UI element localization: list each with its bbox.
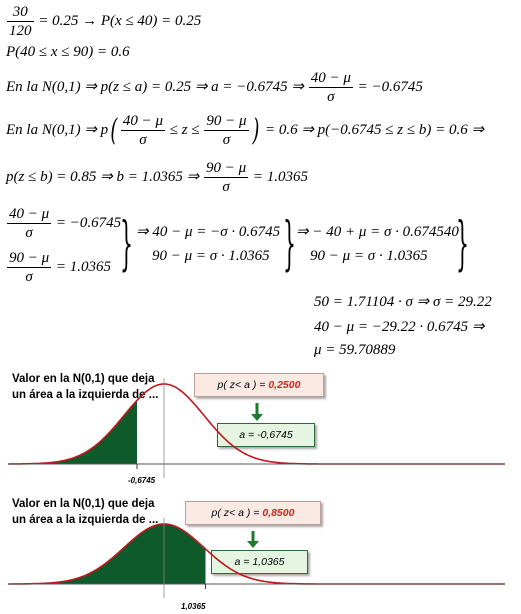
equation-text: = 0.25 → P(x ≤ 40) = 0.25 [34, 12, 202, 29]
equation-line-3 [6, 70, 423, 105]
fraction-numerator: 90 − μ [9, 250, 50, 266]
result-line-1: 50 = 1.71104 · σ ⇒ σ = 29.22 [314, 294, 492, 310]
caption-line: un área a la izquierda de ... [12, 389, 159, 401]
result-value: 1,0365 [252, 556, 285, 568]
fraction-denominator: σ [25, 225, 33, 241]
fraction-denominator: σ [222, 179, 230, 195]
system-eq-2 [6, 250, 111, 285]
fraction [7, 206, 51, 241]
arrow-head-icon [251, 414, 263, 421]
probability-label: p( z< a ) = [217, 379, 266, 391]
equation-line-1 [6, 4, 201, 39]
system-b-eq-2: 90 − μ = σ · 1.0365 [152, 248, 270, 264]
result-label: a = [234, 556, 250, 568]
fraction-numerator: 30 [7, 4, 34, 22]
equation-text: = 1.0365 [249, 168, 308, 185]
caption-line: un área a la izquierda de ... [12, 514, 159, 526]
fraction-numerator: 40 − μ [122, 113, 164, 129]
system-b-eq-1: ⇒ 40 − μ = −σ · 0.6745 [136, 224, 281, 240]
fraction-denominator: 120 [9, 23, 32, 39]
fraction [204, 160, 248, 195]
fraction-numerator: 40 − μ [9, 206, 50, 222]
fraction-numerator: 40 − μ [310, 70, 351, 86]
probability-value: 0,8500 [262, 507, 295, 519]
equation-text: = −0.6745 [52, 214, 122, 231]
result-label: a = [239, 429, 255, 441]
equation-text: = −0.6745 [353, 78, 423, 95]
fraction [204, 113, 248, 148]
panel-2-normal-curve [0, 484, 521, 614]
fraction-denominator: σ [139, 132, 147, 148]
result-value: -0,6745 [257, 429, 293, 441]
fraction-numerator: 90 − μ [206, 113, 247, 129]
system-c-eq-2: 90 − μ = σ · 1.0365 [310, 248, 428, 264]
caption-line: Valor en la N(0,1) que deja [12, 373, 155, 385]
equation-text: ≤ z ≤ [166, 121, 204, 138]
fraction-30-120 [7, 4, 34, 39]
equation-text: En la N(0,1) ⇒ p [6, 121, 109, 138]
density-curve [8, 384, 505, 464]
panel-2-tick-label: 1,0365 [181, 602, 206, 611]
system-c-eq-1: ⇒ − 40 + μ = σ · 0.674540 [296, 224, 459, 240]
shaded-area [8, 524, 206, 584]
equation-line-4 [6, 113, 484, 148]
fraction-denominator: σ [222, 132, 231, 148]
fraction-denominator: σ [25, 269, 33, 285]
right-brace: } [283, 209, 296, 277]
shaded-area [8, 400, 137, 464]
fraction-numerator: 90 − μ [205, 160, 247, 176]
equation-line-5 [6, 160, 308, 195]
right-brace: } [456, 209, 469, 277]
equation-text: En la N(0,1) ⇒ p(z ≤ a) = 0.25 ⇒ a = −0.6745 ⇒ [6, 78, 304, 95]
probability-label: p( z< a ) = [211, 507, 260, 519]
right-brace: } [120, 209, 133, 277]
equation-text: = 0.6 ⇒ p(−0.6745 ≤ z ≤ b) = 0.6 ⇒ [261, 121, 485, 138]
fraction [7, 250, 51, 285]
system-eq-1 [6, 206, 121, 241]
result-line-3: μ = 59.70889 [314, 342, 396, 358]
arrow-head-icon [247, 541, 259, 548]
density-curve [8, 524, 505, 584]
equation-text: = 1.0365 [52, 258, 112, 275]
panel-1-normal-curve [0, 370, 521, 500]
right-paren: ) [251, 113, 259, 148]
equation-text: p(z ≤ b) = 0.85 ⇒ b = 1.0365 ⇒ [6, 168, 200, 185]
panel-1-tick-label: -0,6745 [128, 476, 156, 485]
fraction-denominator: σ [327, 89, 335, 105]
probability-value: 0,2500 [268, 379, 301, 391]
result-line-2: 40 − μ = −29.22 · 0.6745 ⇒ [314, 319, 485, 335]
left-paren: ( [110, 113, 118, 148]
caption-line: Valor en la N(0,1) que deja [12, 498, 155, 510]
equation-line-2: P(40 ≤ x ≤ 90) = 0.6 [6, 44, 130, 60]
fraction [309, 70, 353, 105]
fraction [121, 113, 165, 148]
